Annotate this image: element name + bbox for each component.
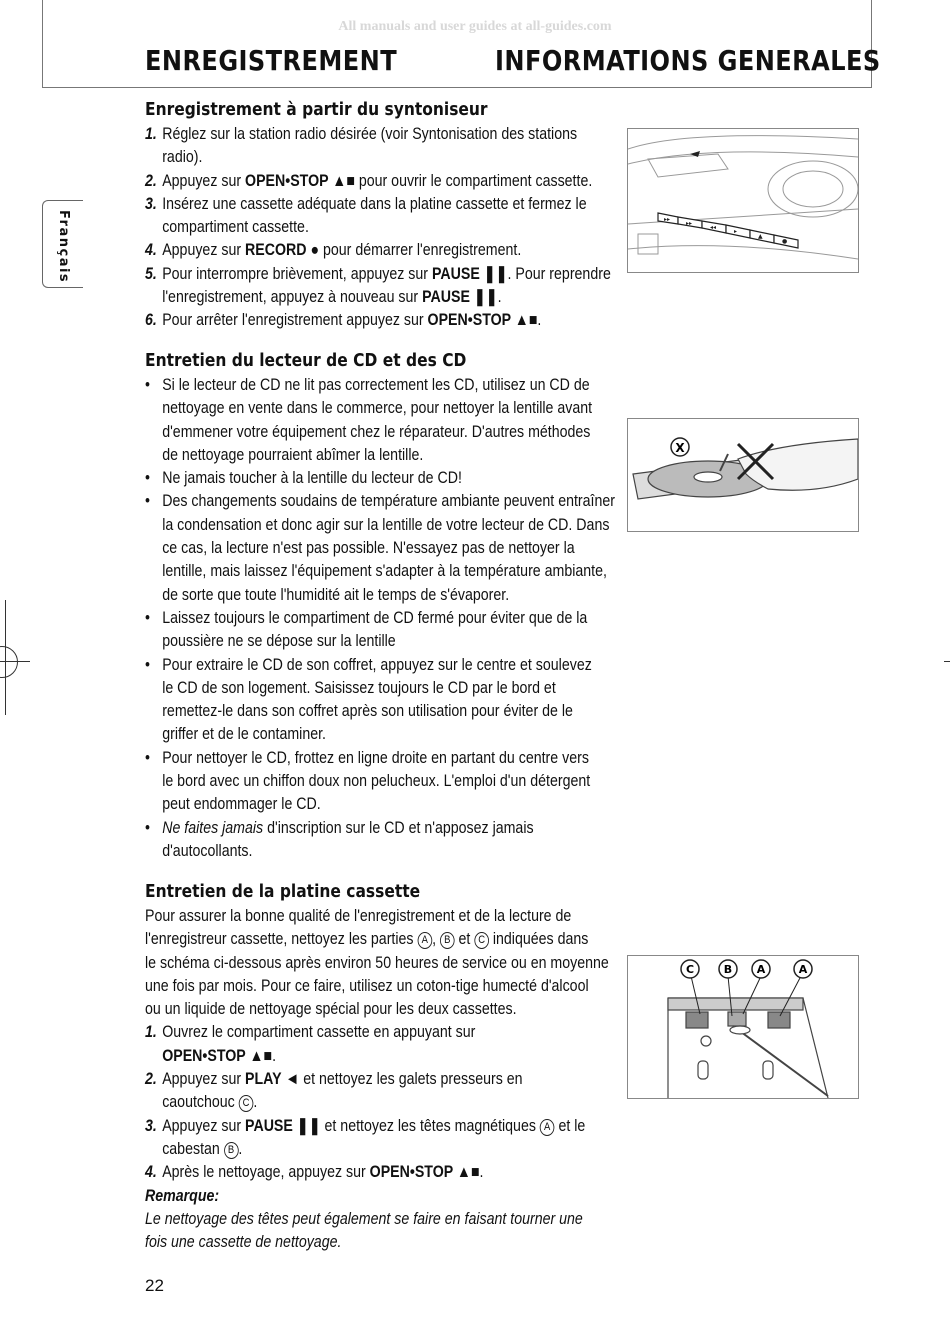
svg-text:▸▸: ▸▸ xyxy=(686,220,693,227)
part-labels xyxy=(681,960,812,978)
language-tab-label: Français xyxy=(56,210,71,284)
svg-text:◂◂: ◂◂ xyxy=(710,224,717,231)
section-title: Entretien de la platine cassette xyxy=(145,881,421,902)
section-header-right: INFORMATIONS GENERALES xyxy=(495,44,881,77)
callout-x: X xyxy=(675,441,685,455)
svg-text:▸: ▸ xyxy=(734,228,738,235)
figure-cassette-parts xyxy=(627,955,859,1099)
svg-text:▸▸: ▸▸ xyxy=(664,216,671,223)
section-title: Entretien du lecteur de CD et des CD xyxy=(145,350,467,371)
svg-text:▲: ▲ xyxy=(758,233,763,240)
label-b: B xyxy=(723,963,733,976)
page-number: 22 xyxy=(145,1276,164,1295)
lens-illustration xyxy=(628,419,858,531)
figure-cassette-buttons xyxy=(627,128,859,273)
crop-mark xyxy=(944,661,950,662)
section-title: Enregistrement à partir du syntoniseur xyxy=(145,99,488,120)
label-a: A xyxy=(756,963,766,976)
section-cassette-care: Entretien de la platine cassette Pour assurer la bonne qualité de l'enregistrement et de la lecture de l'enregistreur cassette, nettoyez les parties A , B et C indiquées dans le schéma ci-dessous après environ 50 heures de service ou en moyenne une fois par mois. Pour ce faire, utilisez un coton-tige humecté d'alcool ou un liquide de nettoyage spécial pour les deux cassettes. 1. Ouvrez le compartiment cassette en appuyant sur OPEN•STOP ▲■. 2. Appuyez sur PLAY ◄ et nettoyez les galets presseurs en caoutchouc C . 3. Appuyez sur PAUSE ❚❚ et nettoyez les têtes magnétiques A et le cabestan B . 4. Après le nettoyage, appuyez sur OPEN•STOP ▲■. Remarque: Le nettoyage des têtes peut également se faire en faisant tourner une fois une cassette de nettoyage. xyxy=(145,881,609,1252)
svg-text:●: ● xyxy=(782,238,788,245)
section-cd-care: Entretien du lecteur de CD et des CD • Si le lecteur de CD ne lit pas correctement les CD, utilisez un CD de nettoyage en vente dans le commerce, pour nettoyer la lentille avant d'emmener votre équipement chez le réparateur. D'autres méthodes de nettoyage pourraient abîmer la lentille. • Ne jamais toucher à la lentille du lecteur de CD! • Des changements soudains de température ambiante peuvent entraîner la condensation et donc agir sur la lentille de votre lecteur de CD. Dans ce cas, la lecture n'est pas possible. N'essayez pas de nettoyer la lentille, mais laissez l'équipement s'adapter à la température ambiante, de sorte que toute l'humidité ait le temps de s'évaporer. • Laissez toujours le compartiment de CD fermé pour éviter que de la poussière ne se dépose sur la lentille • Pour extraire le CD de son coffret, appuyez sur le centre et soulevez le CD de son logement. Saisissez toujours le CD par le bord et remettez-le dans son coffret après son utilisation pour éviter de le griffer et de le contaminer. • Pour nettoyer le CD, frottez en ligne droite en partant du centre vers le bord avec un chiffon doux non pelucheux. L'emploi d'un détergent peut endommager le CD. • Ne faites jamais d'inscription sur le CD et n'apposez jamais d'autocollants. xyxy=(145,350,615,860)
device-illustration xyxy=(628,129,858,272)
crop-circle xyxy=(0,646,18,678)
label-c: C xyxy=(685,963,695,976)
label-a: A xyxy=(798,963,808,976)
figure-lens-warning xyxy=(627,418,859,532)
watermark: All manuals and user guides at all-guides.com xyxy=(338,19,612,34)
section-recording: Enregistrement à partir du syntoniseur 1. Réglez sur la station radio désirée (voir Syntonisation des stations radio). 2. Appuyez sur OPEN•STOP ▲■ pour ouvrir le compartiment cassette. 3. Insérez une cassette adéquate dans la platine cassette et fermez le compartiment cassette. 4. Appuyez sur RECORD ● pour démarrer l'enregistrement. 5. Pour interrompre brièvement, appuyez sur PAUSE ❚❚. Pour reprendre l'enregistrement, appuyez à nouveau sur PAUSE ❚❚. 6. Pour arrêter l'enregistrement appuyez sur OPEN•STOP ▲■. xyxy=(145,99,611,330)
section-header-left: ENREGISTREMENT xyxy=(145,44,398,77)
cassette-deck-illustration xyxy=(628,956,858,1098)
